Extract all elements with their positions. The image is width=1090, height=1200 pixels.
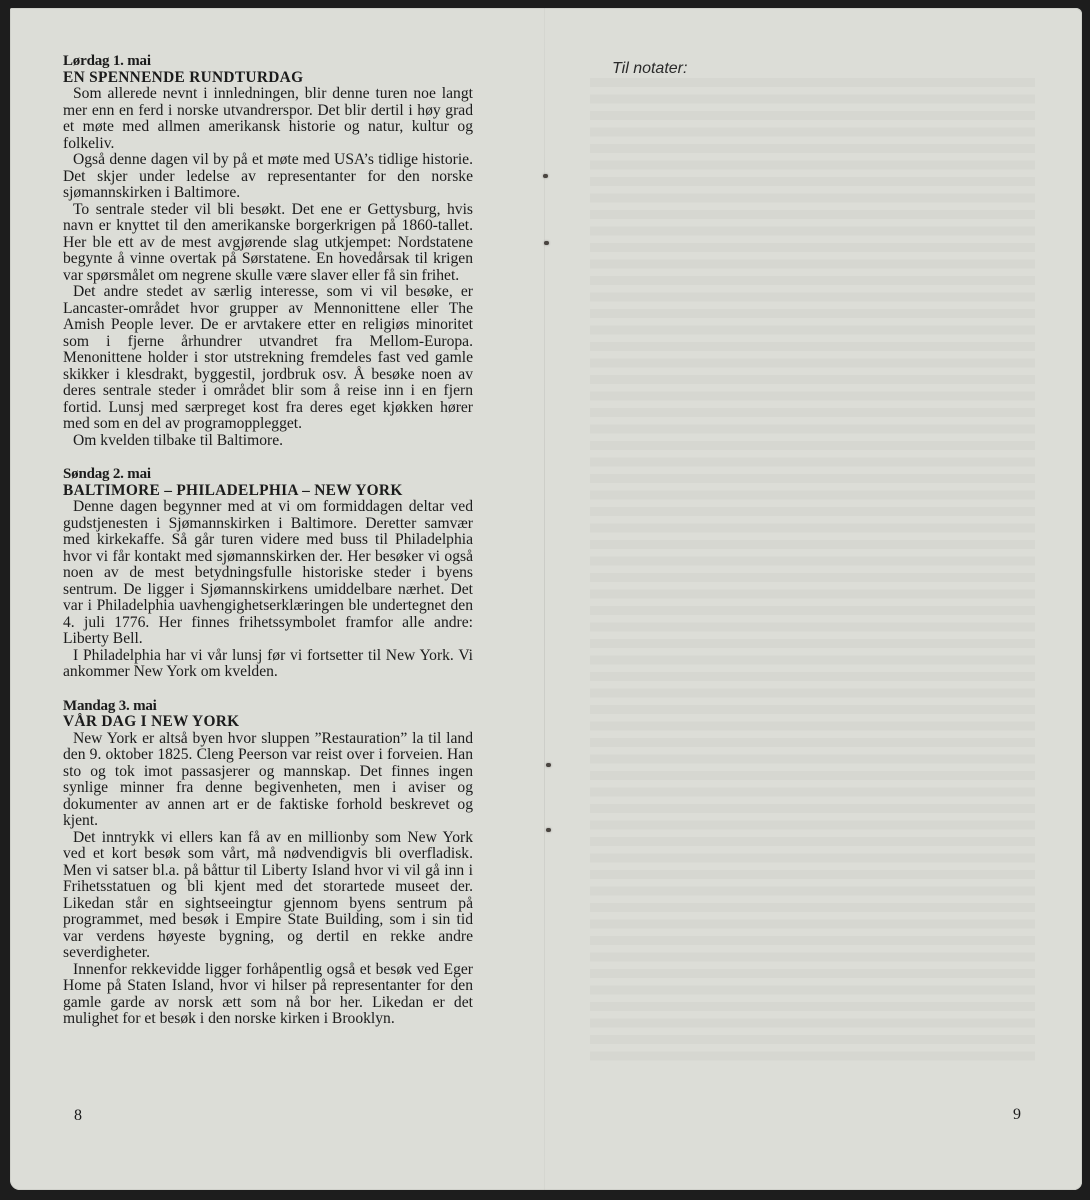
- reverse-side-bleed-through: [590, 78, 1035, 1068]
- staple-icon: [546, 763, 551, 767]
- section-mandag: [63, 698, 473, 1028]
- page-number-left: 8: [74, 1107, 82, 1124]
- paragraph: Innenfor rekkevidde ligger forhåpentlig også et besøk ved Eger Home på Staten Island, hvor vi hilser på representanter for den gamle garde av norsk ætt som nå bor her. Likedan er det mulighet for et besøk i den norske kirken i Brooklyn.: [63, 960, 473, 1027]
- paragraph: Om kvelden tilbake til Baltimore.: [73, 431, 284, 449]
- section-sondag: [63, 466, 473, 681]
- paragraph: Også denne dagen vil by på et møte med USA’s tidlige historie. Det skjer under ledelse av representanter for den norske sjømannskirken i Baltimore.: [63, 151, 473, 201]
- staple-icon: [543, 174, 548, 178]
- section-day: Mandag 3. mai: [63, 697, 157, 714]
- section-day: Søndag 2. mai: [63, 466, 151, 482]
- notes-title: Til notater:: [612, 60, 688, 77]
- section-heading: VÅR DAG I NEW YORK: [63, 713, 240, 730]
- left-page-content: [63, 53, 473, 1045]
- section-lordag: [63, 53, 473, 449]
- paragraph: New York er altså byen hvor sluppen ”Restauration” la til land den 9. oktober 1825. Cleng Peerson var reist over i forveien. Han sto og tok imot passasjerer og mannskap. Det finnes ingen synlige minner fra denne begivenheten, men i aviser og dokumenter av annen art er de faktiske forhold beskrevet og kjent.: [63, 729, 473, 829]
- booklet-spine: [544, 8, 545, 1190]
- section-heading: BALTIMORE – PHILADELPHIA – NEW YORK: [63, 481, 403, 499]
- paragraph: To sentrale steder vil bli besøkt. Det ene er Gettysburg, hvis navn er knyttet til den amerikanske borgerkrigen på 1860-tallet. Her ble ett av de mest avgjørende slag utkjempet: Nordstatene begynte å vinne overtak på Sørstatene. En hovedårsak til krigen var spørsmålet om negrene skulle være slaver eller få sin frihet.: [63, 200, 473, 284]
- staple-icon: [544, 241, 549, 245]
- page-number-right: 9: [1013, 1106, 1021, 1123]
- paragraph: Denne dagen begynner med at vi om formiddagen deltar ved gudstjenesten i Sjømannskirken i Baltimore. Deretter samvær med kirkekaffe. Så går turen videre med buss til Philadelphia hvor vi får kontakt med sjømannskirken der. Her besøker vi også noen av de mest betydningsfulle historiske steder i byens sentrum. De ligger i Sjømannskirkens umiddelbare nærhet. Det var i Philadelphia uavhengighetserklæringen ble undertegnet den 4. juli 1776. Her finnes frihetssymbolet framfor alle andre: Liberty Bell.: [63, 498, 473, 647]
- paragraph: Som allerede nevnt i innledningen, blir denne turen noe langt mer enn en ferd i norske utvandrerspor. Det blir dertil i høy grad et møte med allmen amerikansk historie og natur, kultur og folkeliv.: [63, 85, 473, 152]
- paragraph: Det andre stedet av særlig interesse, som vi vil besøke, er Lancaster-området hvor grupper av Mennonittene eller The Amish People lever. De er arvtakere etter en religiøs minoritet som i fjerne århundrer utvandret fra Mellom-Europa. Menonittene holder i stor utstrekning fremdeles fast ved gamle skikker i klesdrakt, byggestil, jordbruk osv. Å besøke noen av deres sentrale steder i området blir som å reise inn i en fjern fortid. Lunsj med særpreget kost fra deres eget kjøkken hører med som en del av programopplegget.: [63, 283, 473, 432]
- paragraph: Det inntrykk vi ellers kan få av en millionby som New York ved et kort besøk som vårt, må nødvendigvis bli overfladisk. Men vi satser bl.a. på båttur til Liberty Island hvor vi vil gå inn i Frihetsstatuen og bli kjent med det storartede museet der. Likedan står en sightseeingtur gjennom byens sentrum på programmet, med besøk i Empire State Building, som i sin tid var verdens høyeste bygning, og dertil en rekke andre severdigheter.: [63, 828, 473, 961]
- section-heading: EN SPENNENDE RUNDTURDAG: [63, 68, 304, 86]
- staple-icon: [546, 828, 551, 832]
- paragraph: I Philadelphia har vi vår lunsj før vi fortsetter til New York. Vi ankommer New York om kvelden.: [63, 646, 473, 680]
- section-day: Lørdag 1. mai: [63, 53, 151, 69]
